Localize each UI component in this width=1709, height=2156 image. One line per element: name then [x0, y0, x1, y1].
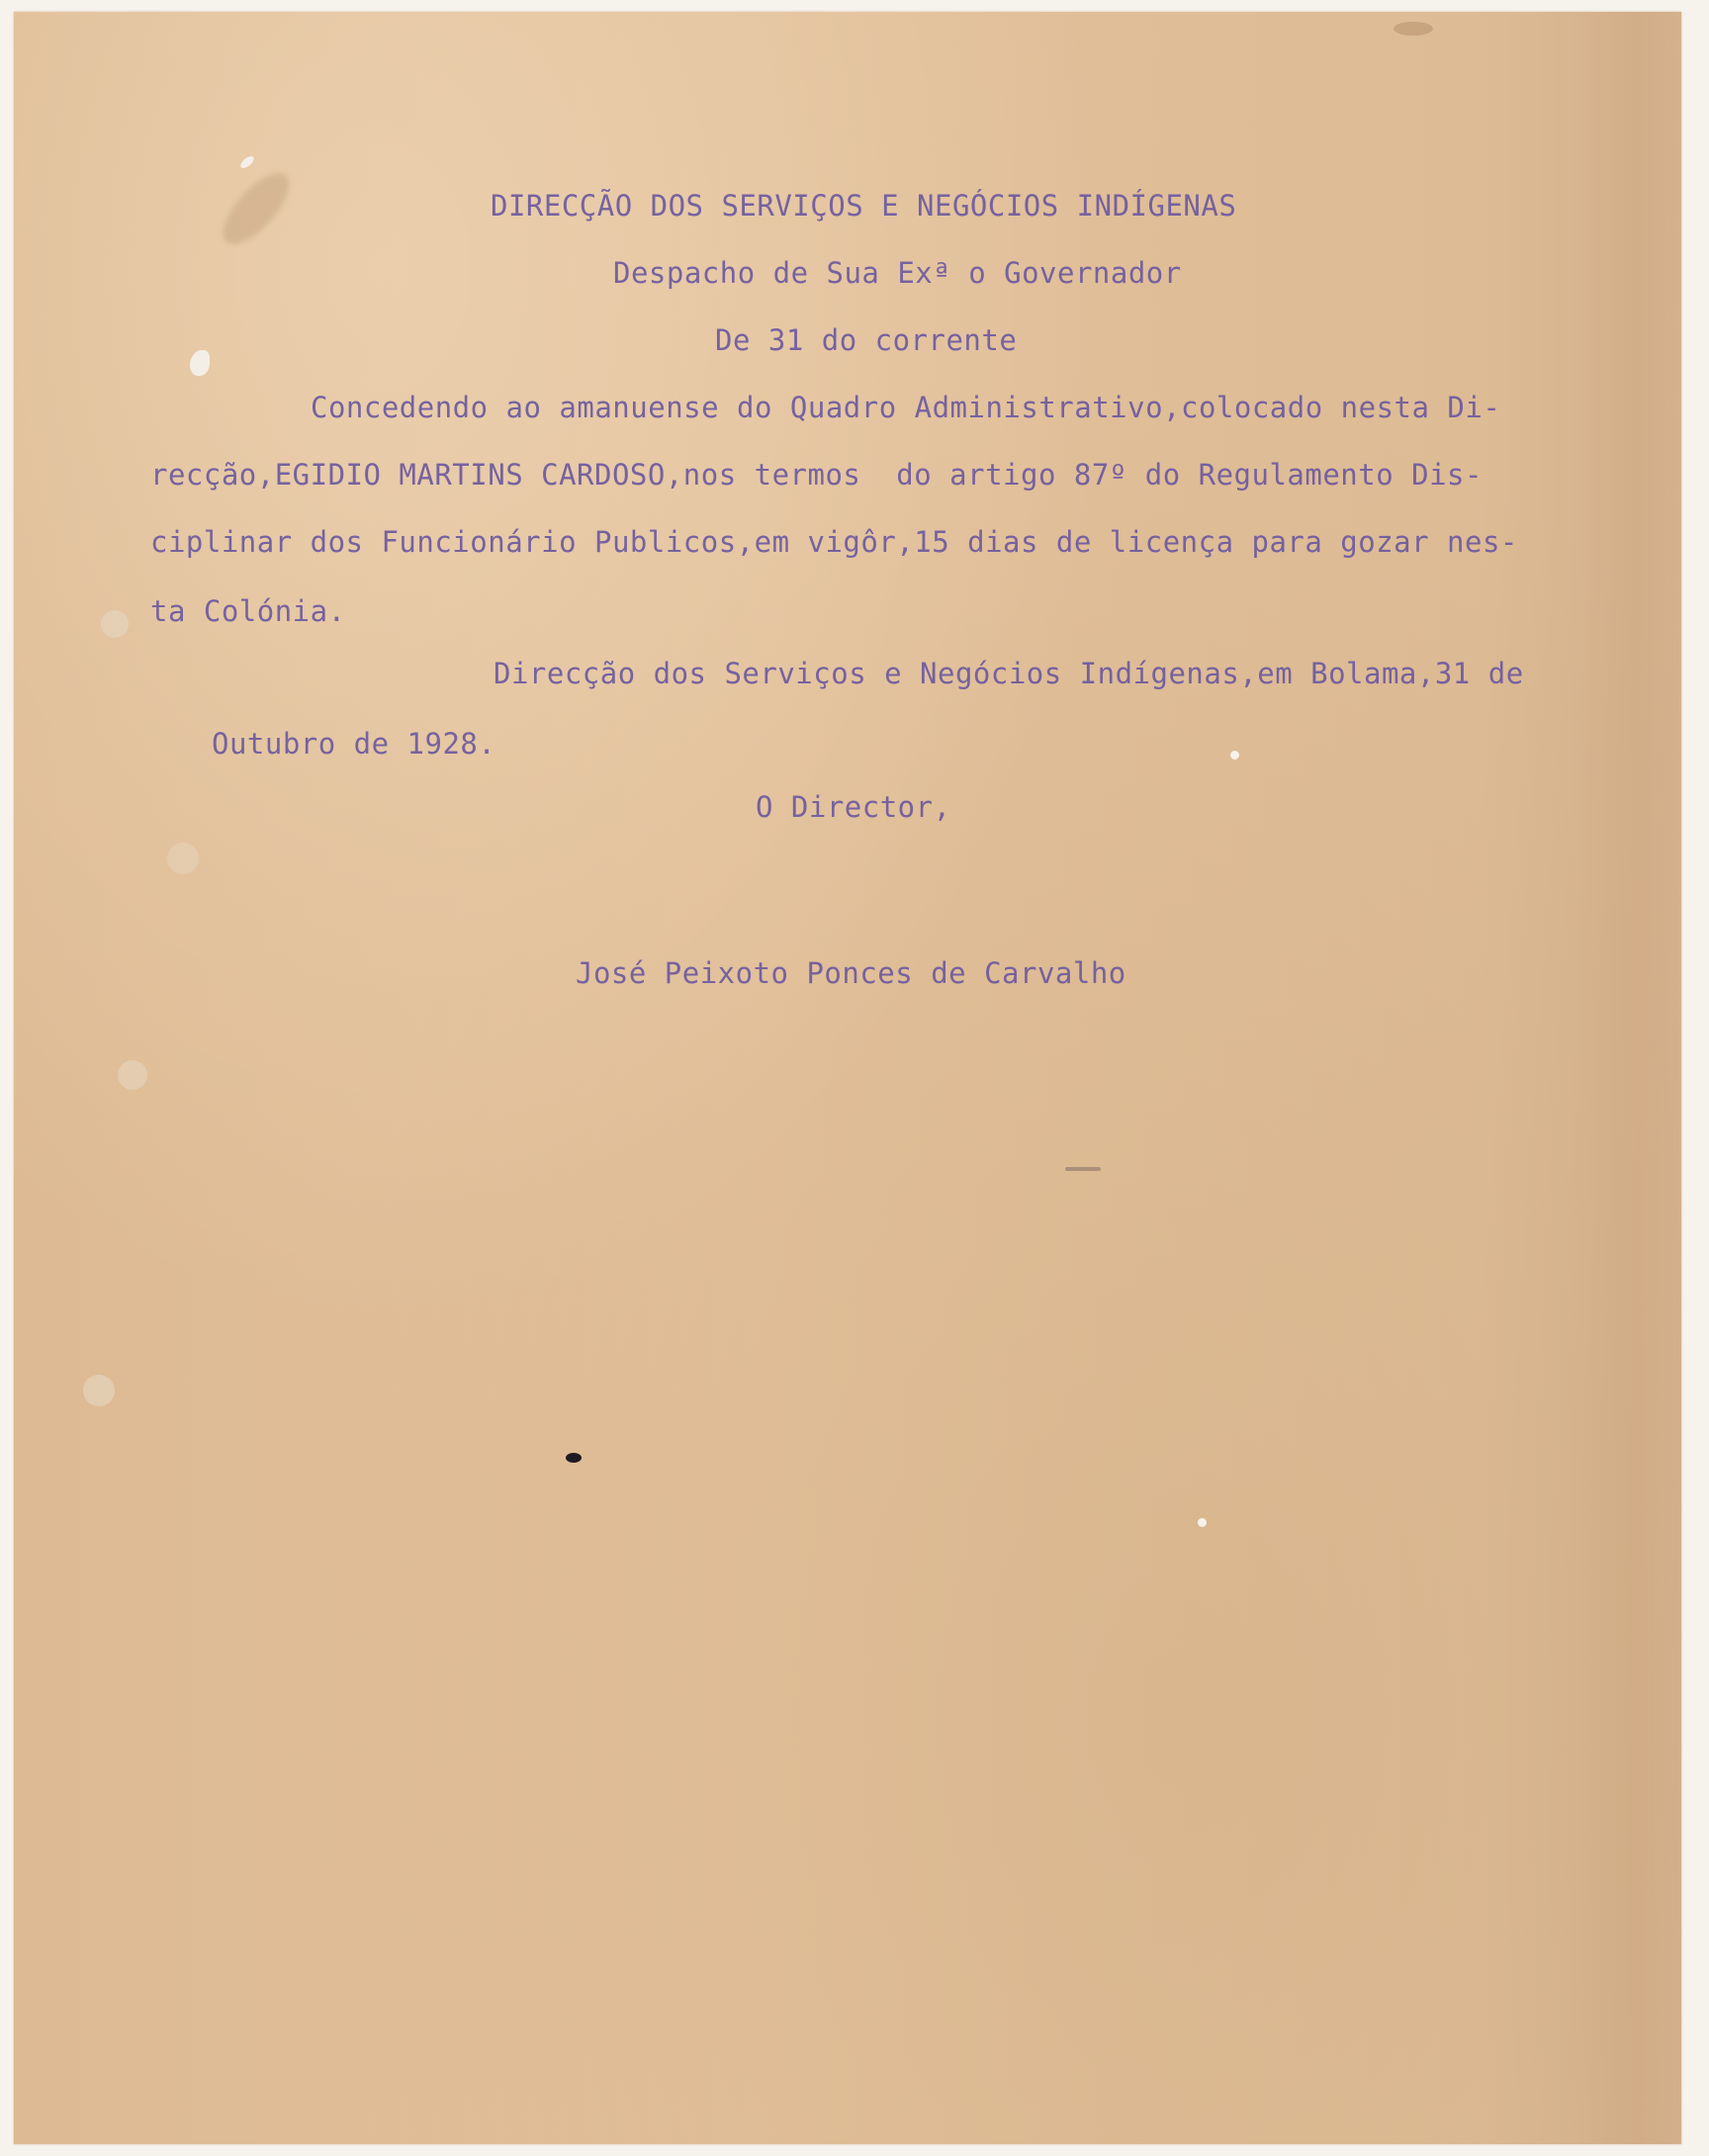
ink-mark	[1065, 1167, 1101, 1171]
punch-mark	[101, 610, 129, 638]
punch-mark	[167, 843, 199, 874]
place-line: Direcção dos Serviços e Negócios Indígenas,em Bolama,31 de	[494, 657, 1524, 690]
paper-scuff	[213, 163, 300, 254]
paper-edge-shading	[1573, 12, 1681, 2144]
closing-line: O Director,	[756, 790, 951, 824]
date-line: Outubro de 1928.	[212, 727, 496, 761]
ink-spot	[566, 1453, 582, 1463]
body-line: recção,EGIDIO MARTINS CARDOSO,nos termos do artigo 87º do Regulamento Dis-	[150, 458, 1483, 492]
punch-mark	[83, 1375, 115, 1406]
paper-pinhole	[1198, 1518, 1207, 1527]
document-heading: DIRECÇÃO DOS SERVIÇOS E NEGÓCIOS INDÍGENAS	[491, 189, 1237, 223]
document-dateline: De 31 do corrente	[715, 323, 1018, 357]
paper-pinhole	[1230, 751, 1239, 760]
body-line: ciplinar dos Funcionário Publicos,em vigôr,15 dias de licença para gozar nes-	[150, 525, 1518, 559]
body-line: ta Colónia.	[150, 594, 346, 628]
edge-nick	[1394, 22, 1433, 36]
body-line: Concedendo ao amanuense do Quadro Administrativo,colocado nesta Di-	[311, 391, 1501, 424]
document-subheading: Despacho de Sua Exª o Governador	[613, 256, 1182, 290]
paper-scuff-highlight	[238, 154, 255, 170]
paper-sheet	[14, 12, 1681, 2144]
signature-name: José Peixoto Ponces de Carvalho	[576, 956, 1126, 990]
paper-tear	[190, 350, 210, 376]
punch-mark	[118, 1060, 147, 1090]
